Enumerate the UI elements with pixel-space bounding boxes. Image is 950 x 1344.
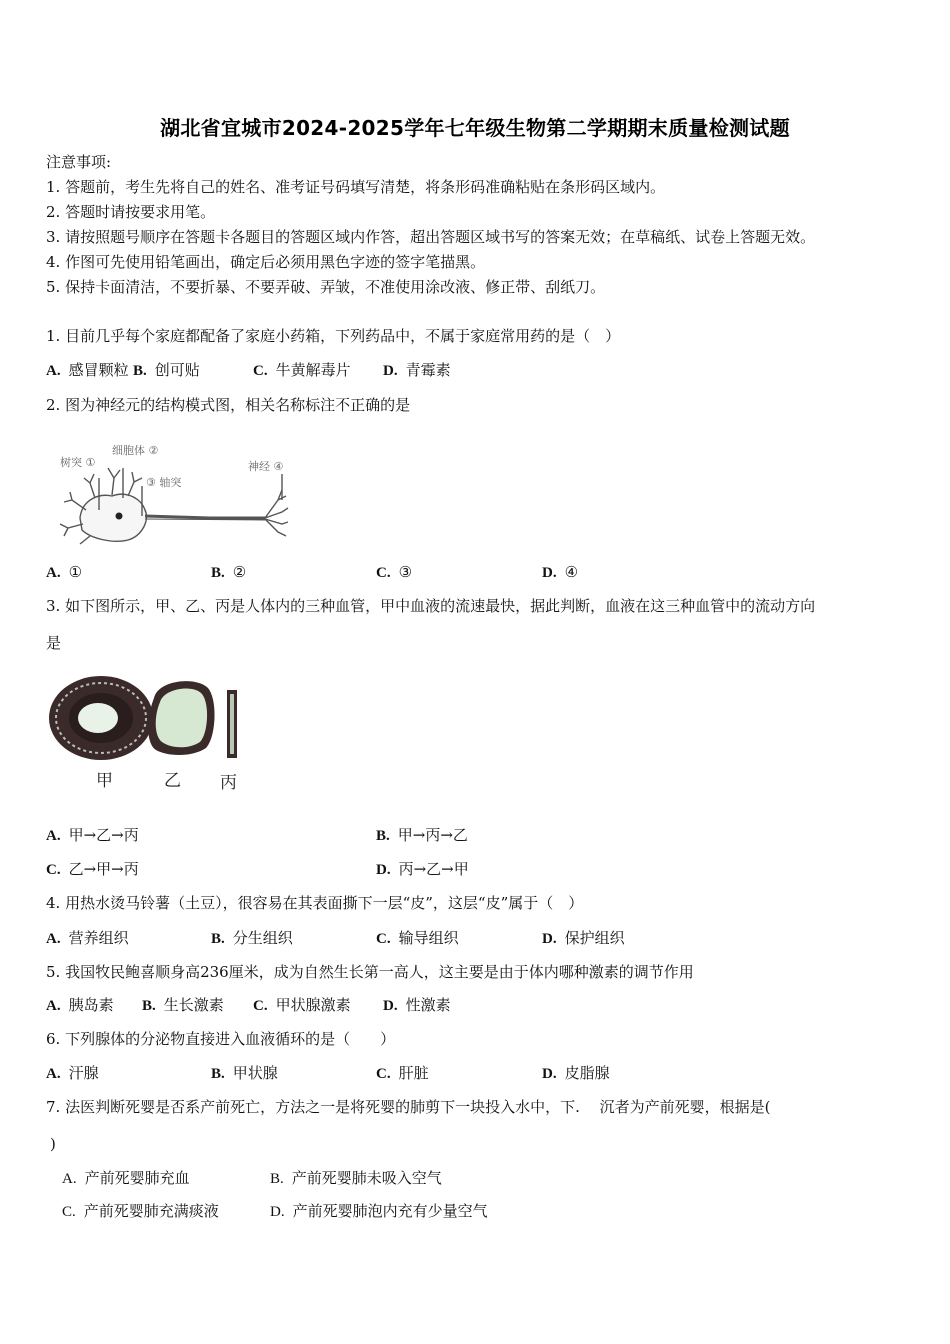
option-text: 生长激素: [163, 996, 224, 1014]
svg-text:甲: 甲: [96, 771, 113, 791]
option-d[interactable]: [542, 1063, 610, 1084]
option-text: 甲→乙→丙: [68, 826, 139, 844]
option-key: C.: [62, 1204, 76, 1220]
option-text: ③: [398, 563, 413, 581]
option-key: B.: [211, 931, 225, 947]
option-a[interactable]: [46, 995, 114, 1016]
option-text: 分生组织: [232, 929, 293, 947]
option-text: 甲状腺激素: [275, 996, 351, 1014]
option-key: C.: [46, 862, 61, 878]
option-d[interactable]: [376, 859, 469, 880]
option-key: A.: [46, 931, 61, 947]
option-key: A.: [46, 363, 61, 379]
question-stem: 2. 图为神经元的结构模式图，相关名称标注不正确的是: [46, 396, 411, 414]
option-text: 产前死婴肺充血: [84, 1169, 190, 1187]
option-text: 皮脂腺: [564, 1064, 610, 1082]
svg-text:树突 ①: 树突 ①: [60, 456, 96, 469]
option-a[interactable]: [46, 1063, 99, 1084]
question-stem: 7. 法医判断死婴是否系产前死亡，方法之一是将死婴的肺剪下一块投入水中，下. 沉者为产前死婴，根据是(: [46, 1098, 771, 1116]
option-a[interactable]: [46, 562, 82, 583]
svg-text:细胞体 ②: 细胞体 ②: [112, 444, 159, 457]
notice-item: 1. 答题前，考生先将自己的姓名、准考证号码填写清楚，将条形码准确粘贴在条形码区域内。: [46, 178, 666, 196]
option-c[interactable]: [376, 562, 412, 583]
option-text: 青霉素: [405, 361, 451, 379]
option-b[interactable]: [376, 825, 468, 846]
svg-text:乙: 乙: [164, 771, 181, 791]
option-a[interactable]: [62, 1168, 190, 1189]
option-key: D.: [542, 931, 557, 947]
option-a[interactable]: [46, 928, 129, 949]
option-key: A.: [46, 565, 61, 581]
option-d[interactable]: [270, 1201, 488, 1222]
option-key: D.: [542, 1066, 557, 1082]
option-b[interactable]: [211, 928, 293, 949]
option-text: 乙→甲→丙: [68, 860, 139, 878]
option-key: C.: [253, 363, 268, 379]
option-text: 丙→乙→甲: [398, 860, 469, 878]
option-key: C.: [253, 998, 268, 1014]
option-key: B.: [211, 1066, 225, 1082]
option-text: 感冒颗粒: [68, 361, 129, 379]
option-key: B.: [133, 363, 147, 379]
option-key: B.: [376, 828, 390, 844]
option-key: A.: [62, 1171, 77, 1187]
question-stem: 5. 我国牧民鲍喜顺身高236厘米，成为自然生长第一高人，这主要是由于体内哪种激素的调节作用: [46, 963, 694, 981]
option-key: C.: [376, 565, 391, 581]
option-c[interactable]: [46, 859, 139, 880]
option-c[interactable]: [253, 360, 351, 381]
option-b[interactable]: [270, 1168, 442, 1189]
option-a[interactable]: [46, 360, 129, 381]
option-text: 产前死婴肺充满痰液: [83, 1202, 219, 1220]
option-key: B.: [270, 1171, 284, 1187]
option-key: D.: [383, 998, 398, 1014]
blood-vessels-illustration: [46, 668, 256, 803]
option-d[interactable]: [383, 360, 451, 381]
option-text: 甲状腺: [232, 1064, 278, 1082]
option-b[interactable]: [211, 1063, 278, 1084]
page-title: 湖北省宜城市2024-2025学年七年级生物第二学期期末质量检测试题: [160, 116, 790, 140]
option-key: C.: [376, 931, 391, 947]
option-c[interactable]: [62, 1201, 219, 1222]
option-text: 产前死婴肺泡内充有少量空气: [292, 1202, 488, 1220]
svg-text:神经 ④: 神经 ④: [248, 460, 284, 473]
option-text: 创可贴: [154, 361, 200, 379]
option-key: A.: [46, 828, 61, 844]
question-stem: 1. 目前几乎每个家庭都配备了家庭小药箱，下列药品中，不属于家庭常用药的是（ ）: [46, 327, 621, 345]
option-c[interactable]: [376, 1063, 429, 1084]
notice-item: 5. 保持卡面清洁，不要折暴、不要弄破、弄皱，不准使用涂改液、修正带、刮纸刀。: [46, 278, 606, 296]
option-text: ④: [564, 563, 579, 581]
option-a[interactable]: [46, 825, 139, 846]
option-text: 产前死婴肺未吸入空气: [291, 1169, 442, 1187]
option-key: D.: [376, 862, 391, 878]
option-key: B.: [211, 565, 225, 581]
option-key: A.: [46, 1066, 61, 1082]
question-stem-continued: 是: [46, 634, 62, 652]
option-key: A.: [46, 998, 61, 1014]
question-stem: 4. 用热水烫马铃薯（土豆），很容易在其表面撕下一层“皮”，这层“皮”属于（ ）: [46, 894, 584, 912]
option-c[interactable]: [253, 995, 351, 1016]
question-stem: 6. 下列腺体的分泌物直接进入血液循环的是（ ）: [46, 1030, 396, 1048]
option-text: 保护组织: [564, 929, 625, 947]
option-b[interactable]: [133, 360, 200, 381]
option-text: ②: [232, 563, 247, 581]
option-d[interactable]: [542, 562, 578, 583]
option-key: D.: [542, 565, 557, 581]
option-text: 汗腺: [68, 1064, 99, 1082]
option-key: D.: [383, 363, 398, 379]
option-text: 胰岛素: [68, 996, 114, 1014]
svg-text:③ 轴突: ③ 轴突: [146, 476, 182, 489]
blood-vessels-diagram: [46, 668, 256, 803]
neuron-illustration: [50, 438, 300, 548]
option-text: ①: [68, 563, 83, 581]
svg-text:丙: 丙: [220, 773, 237, 793]
notice-item: 4. 作图可先使用铅笔画出，确定后必须用黑色字迹的签字笔描黑。: [46, 253, 486, 271]
neuron-diagram: [50, 438, 300, 548]
option-c[interactable]: [376, 928, 459, 949]
option-b[interactable]: [211, 562, 246, 583]
option-d[interactable]: [542, 928, 625, 949]
question-stem: 3. 如下图所示，甲、乙、丙是人体内的三种血管，甲中血液的流速最快，据此判断，血液在这三种血管中的流动方向: [46, 597, 816, 615]
option-text: 输导组织: [398, 929, 459, 947]
notice-item: 2. 答题时请按要求用笔。: [46, 203, 216, 221]
notice-heading: 注意事项:: [46, 153, 112, 171]
option-text: 性激素: [405, 996, 451, 1014]
option-text: 牛黄解毒片: [275, 361, 351, 379]
option-text: 肝脏: [398, 1064, 429, 1082]
option-b[interactable]: [142, 995, 224, 1016]
option-key: C.: [376, 1066, 391, 1082]
notice-item: 3. 请按照题号顺序在答题卡各题目的答题区域内作答，超出答题区域书写的答案无效；在草稿纸、试卷上答题无效。: [46, 228, 816, 246]
option-key: B.: [142, 998, 156, 1014]
option-text: 甲→丙→乙: [397, 826, 468, 844]
option-key: D.: [270, 1204, 285, 1220]
question-stem-continued: ): [50, 1135, 56, 1153]
option-text: 营养组织: [68, 929, 129, 947]
option-d[interactable]: [383, 995, 451, 1016]
